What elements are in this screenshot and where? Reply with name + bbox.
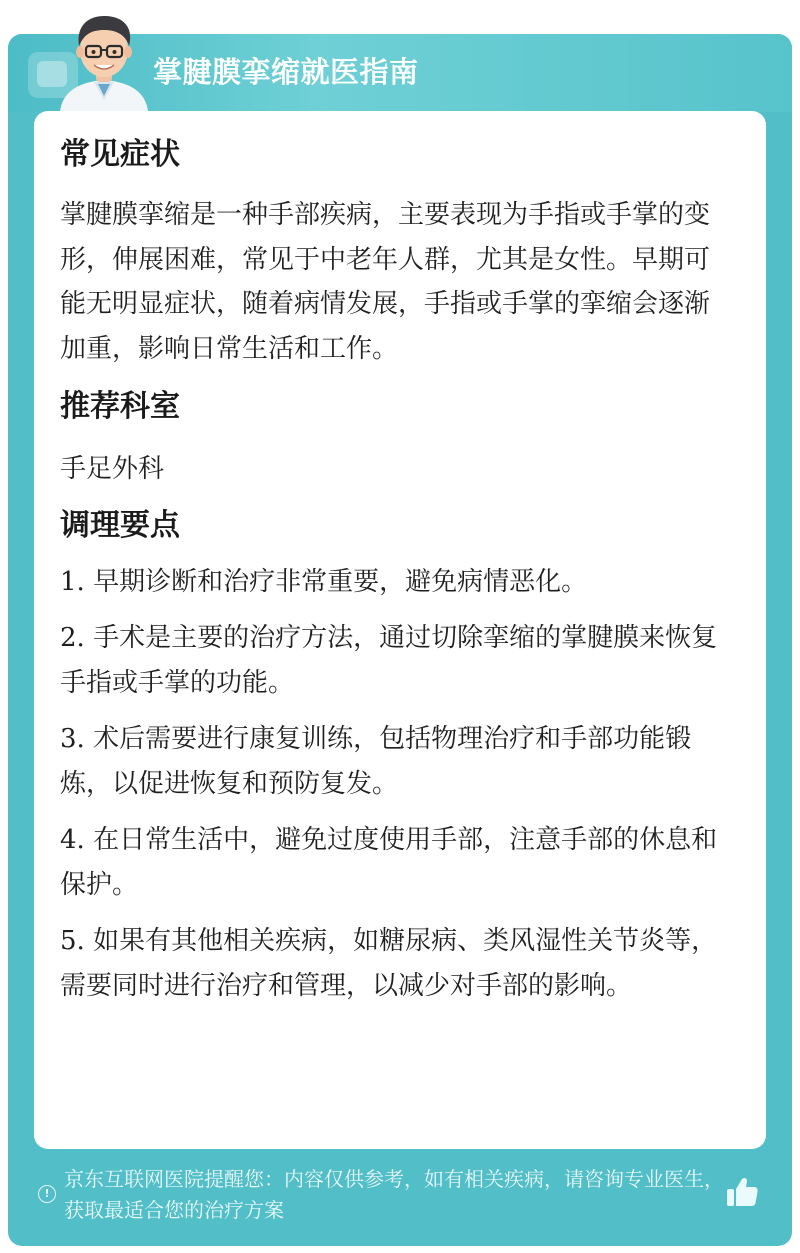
care-item-text: 手术是主要的治疗方法，通过切除挛缩的掌腱膜来恢复手指或手掌的功能。 [60, 623, 718, 698]
guide-card-frame [8, 34, 792, 1246]
care-item-number: 1. [60, 566, 85, 597]
care-heading: 调理要点 [60, 507, 180, 543]
care-item-text: 早期诊断和治疗非常重要，避免病情恶化。 [93, 566, 588, 597]
care-item [60, 616, 726, 705]
doctor-avatar-icon [48, 8, 160, 112]
care-item [60, 919, 726, 1008]
care-item-number: 3. [60, 724, 85, 754]
care-list [60, 560, 726, 1009]
info-icon: ! [38, 1185, 56, 1203]
disclaimer-text: 京东互联网医院提醒您：内容仅供参考，如有相关疾病，请咨询专业医生，获取最适合您的治疗方案 [64, 1167, 724, 1222]
care-item-text: 术后需要进行康复训练，包括物理治疗和手部功能锻炼，以促进恢复和预防复发。 [60, 724, 692, 799]
symptoms-heading: 常见症状 [60, 137, 180, 172]
care-item-text: 如果有其他相关疾病，如糖尿病、类风湿性关节炎等，需要同时进行治疗和管理，以减少对手部的影响。 [60, 926, 718, 1001]
department-text: 手足外科 [60, 454, 165, 484]
care-item-number: 2. [60, 623, 85, 653]
footer [34, 1160, 766, 1230]
page-title: 掌腱膜挛缩就医指南 [153, 55, 419, 89]
department-heading: 推荐科室 [60, 389, 180, 424]
care-item [60, 560, 726, 605]
care-item-number: 5. [60, 926, 85, 956]
content-body [60, 133, 726, 1020]
symptoms-text: 掌腱膜挛缩是一种手部疾病，主要表现为手指或手掌的变形，伸展困难，常见于中老年人群，尤其是女性。早期可能无明显症状，随着病情发展，手指或手掌的挛缩会逐渐加重，影响日常生活和工作。 [60, 200, 711, 364]
content-card [34, 111, 766, 1149]
thumbs-up-icon[interactable] [724, 1174, 760, 1210]
care-item-number: 4. [60, 825, 85, 855]
care-item [60, 818, 726, 907]
care-item [60, 717, 726, 806]
care-item-text: 在日常生活中，避免过度使用手部，注意手部的休息和保护。 [60, 825, 718, 900]
